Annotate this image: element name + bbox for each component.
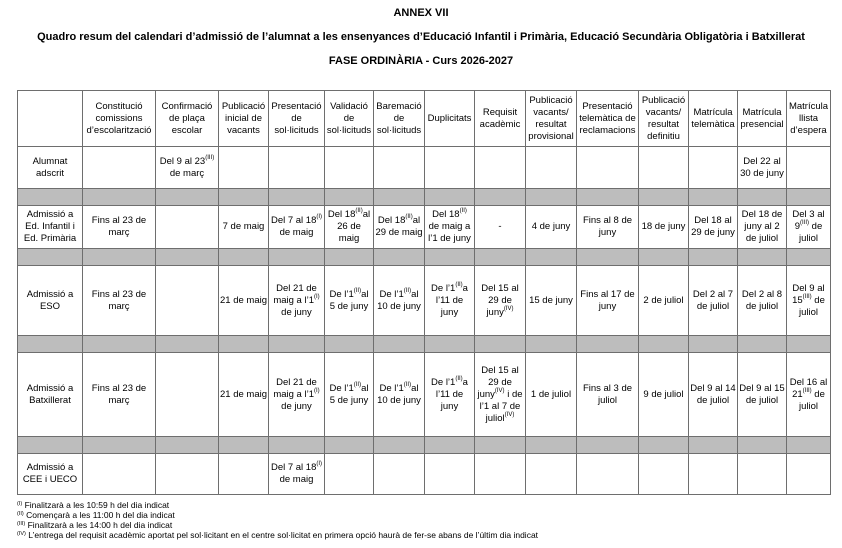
table-row <box>18 454 831 495</box>
table-cell <box>83 147 156 189</box>
cell-text: Fins al 23 de març <box>91 215 147 238</box>
table-cell <box>787 147 831 189</box>
cell-text: 18 de juny <box>641 221 686 232</box>
separator-cell <box>526 189 577 206</box>
table-cell <box>269 266 325 336</box>
cell-text-after: de maig <box>279 474 314 485</box>
cell-text-after: de juliol <box>798 388 825 412</box>
separator-cell <box>325 437 374 454</box>
cell-text-after: al 5 de juny <box>329 382 369 406</box>
table-cell <box>689 206 738 249</box>
cell-text-after: al 10 de juny <box>377 288 421 312</box>
table-cell <box>577 147 639 189</box>
table-cell <box>689 147 738 189</box>
footnote-item <box>17 530 538 540</box>
table-cell <box>475 353 526 437</box>
table-cell <box>219 147 269 189</box>
table-cell <box>639 266 689 336</box>
cell-text-after: i de l’1 al 7 de juliol <box>479 388 523 424</box>
separator-cell <box>219 437 269 454</box>
cell-text-after: a l’11 de juny <box>435 282 468 318</box>
separator-cell <box>18 437 83 454</box>
separator-cell <box>425 249 475 266</box>
table-cell <box>425 266 475 336</box>
column-header: Baremació de sol·licituds <box>374 91 425 147</box>
cell-text: Del 18 <box>432 209 460 220</box>
column-header: Presentació telemàtica de reclamacions <box>577 91 639 147</box>
table-cell <box>639 206 689 249</box>
separator-cell <box>577 336 639 353</box>
annex-title: ANNEX VII <box>393 7 449 19</box>
footnote-item <box>17 520 538 530</box>
column-header: Validació de sol·licituds <box>325 91 374 147</box>
table-cell <box>738 266 787 336</box>
footnote-ref: (II) <box>403 381 412 388</box>
cell-text: 21 de maig <box>220 388 268 400</box>
table-cell <box>269 454 325 495</box>
column-header: Presentació de sol·licituds <box>269 91 325 147</box>
cell-text: Del 9 al 14 de juliol <box>690 382 736 406</box>
footnote-mark: (III) <box>17 521 26 527</box>
cell-text: Del 15 al 29 de juny <box>481 282 519 318</box>
separator-cell <box>425 189 475 206</box>
table-cell <box>526 266 577 336</box>
separator-cell <box>577 249 639 266</box>
table-cell <box>787 266 831 336</box>
separator-cell <box>269 336 325 353</box>
table-cell <box>526 353 577 437</box>
separator-cell <box>787 437 831 454</box>
table-cell <box>83 353 156 437</box>
footnote-mark: (II) <box>17 511 24 517</box>
table-cell <box>577 353 639 437</box>
cell-text: Del 2 al 8 de juliol <box>741 288 783 312</box>
cell-text: Del 22 al 30 de juny <box>740 155 784 179</box>
footnote-ref: (I) <box>314 387 320 394</box>
table-row <box>18 206 831 249</box>
separator-cell <box>639 189 689 206</box>
table-cell <box>219 353 269 437</box>
column-header: Duplicitats <box>425 91 475 147</box>
separator-cell <box>325 249 374 266</box>
table-cell <box>374 454 425 495</box>
footnote-text: Finalitzarà a les 14:00 h del dia indicat <box>25 520 173 530</box>
table-cell <box>83 454 156 495</box>
separator-cell <box>475 249 526 266</box>
cell-text: Del 7 al 18 <box>270 462 317 473</box>
table-header-row <box>18 91 831 147</box>
separator-cell <box>689 437 738 454</box>
cell-text: De l’1 <box>431 282 456 294</box>
table-row <box>18 266 831 336</box>
separator-cell <box>83 437 156 454</box>
footnote-mark: (I) <box>17 501 23 507</box>
separator-cell <box>269 437 325 454</box>
table-cell <box>475 206 526 249</box>
table-cell <box>738 454 787 495</box>
separator-cell <box>526 336 577 353</box>
separator-cell <box>639 437 689 454</box>
cell-text: - <box>498 221 502 232</box>
cell-text: De l’1 <box>329 288 354 300</box>
table-cell <box>577 454 639 495</box>
separator-cell <box>156 189 219 206</box>
column-header: Publicació vacants/ resultat definitiu <box>639 91 689 147</box>
column-header: Publicació inicial de vacants <box>219 91 269 147</box>
cell-text-after: al 29 de maig <box>375 215 423 238</box>
cell-text-after: de març <box>169 167 205 179</box>
table-cell <box>526 147 577 189</box>
cell-text: Del 9 al 15 <box>792 282 825 306</box>
separator-cell <box>738 336 787 353</box>
footnote-ref: (III) <box>802 293 812 300</box>
separator-cell <box>219 336 269 353</box>
row-label: Admissió a Batxillerat <box>18 353 83 437</box>
separator-row <box>18 437 831 454</box>
cell-text: Del 16 al 21 <box>789 376 828 400</box>
table-row <box>18 147 831 189</box>
table-cell <box>425 454 475 495</box>
table-cell <box>374 266 425 336</box>
table-cell <box>526 454 577 495</box>
cell-text: Del 18 de juny al 2 de juliol <box>741 209 783 244</box>
separator-cell <box>689 249 738 266</box>
table-cell <box>689 353 738 437</box>
separator-cell <box>787 249 831 266</box>
table-cell <box>325 147 374 189</box>
cell-text: Del 9 al 23 <box>159 155 206 167</box>
cell-text: Fins al 23 de març <box>91 288 147 312</box>
phase-title: FASE ORDINÀRIA - Curs 2026-2027 <box>328 55 514 67</box>
separator-cell <box>18 336 83 353</box>
row-label: Admissió a ESO <box>18 266 83 336</box>
separator-cell <box>374 336 425 353</box>
table-cell <box>425 147 475 189</box>
table-cell <box>83 206 156 249</box>
footnote-ref: (II) <box>455 281 463 288</box>
separator-cell <box>374 249 425 266</box>
table-cell <box>269 353 325 437</box>
separator-cell <box>83 189 156 206</box>
separator-row <box>18 249 831 266</box>
separator-row <box>18 336 831 353</box>
column-header: Matrícula presencial <box>738 91 787 147</box>
footnotes <box>17 500 538 540</box>
footnote-text: L’entrega del requisit acadèmic aportat pel sol·licitant en el centre sol·licitat en primera opció haurà de fer-se abans de l’últim dia indicat <box>25 530 539 540</box>
separator-cell <box>738 249 787 266</box>
cell-text-after: de juliol <box>798 221 823 244</box>
cell-text: Fins al 3 de juliol <box>582 382 633 406</box>
footnote-ref: (II) <box>355 208 363 214</box>
cell-text: Fins al 8 de juny <box>582 215 633 238</box>
separator-cell <box>787 189 831 206</box>
table-cell <box>738 147 787 189</box>
separator-cell <box>156 437 219 454</box>
separator-cell <box>639 249 689 266</box>
admission-calendar-table <box>17 90 831 495</box>
separator-cell <box>689 189 738 206</box>
separator-cell <box>526 437 577 454</box>
cell-text: Del 21 de maig a l’1 <box>273 282 317 306</box>
cell-text: De l’1 <box>379 382 404 394</box>
table-cell <box>156 454 219 495</box>
separator-cell <box>787 336 831 353</box>
table-cell <box>269 147 325 189</box>
separator-cell <box>475 336 526 353</box>
separator-cell <box>374 189 425 206</box>
separator-cell <box>156 336 219 353</box>
cell-text: 9 de juliol <box>643 388 684 400</box>
footnote-ref: (I) <box>316 214 323 220</box>
table-cell <box>374 206 425 249</box>
table-cell <box>374 147 425 189</box>
column-header <box>18 91 83 147</box>
table-cell <box>738 206 787 249</box>
cell-text: Del 21 de maig a l’1 <box>273 376 317 400</box>
footnote-ref: (III) <box>800 220 810 226</box>
separator-cell <box>577 437 639 454</box>
footnote-ref: (III) <box>205 154 215 161</box>
cell-text: Del 18 al 29 de juny <box>691 215 735 238</box>
table-cell <box>689 454 738 495</box>
column-header: Confirmació de plaça escolar <box>156 91 219 147</box>
cell-text: De l’1 <box>431 376 456 388</box>
table-cell <box>325 353 374 437</box>
footnote-ref: (I) <box>316 461 323 467</box>
cell-text: 4 de juny <box>531 221 571 232</box>
separator-cell <box>526 249 577 266</box>
table-cell <box>425 206 475 249</box>
row-label: Admissió a Ed. Infantil i Ed. Primària <box>18 206 83 249</box>
table-cell <box>156 147 219 189</box>
footnote-ref: (II) <box>455 375 463 382</box>
table-cell <box>269 206 325 249</box>
footnote-ref: (III) <box>802 387 812 394</box>
column-header: Constitució comissions d’escolarització <box>83 91 156 147</box>
cell-text-after: al 5 de juny <box>329 288 369 312</box>
table-cell <box>475 454 526 495</box>
table-cell <box>156 206 219 249</box>
table-cell <box>475 147 526 189</box>
cell-text-after: de juliol <box>798 294 825 318</box>
table-cell <box>219 454 269 495</box>
footnote-ref: (II) <box>459 208 467 214</box>
cell-text: Fins al 17 de juny <box>580 288 635 312</box>
cell-text: Del 2 al 7 de juliol <box>692 288 734 312</box>
footnote-ref: (II) <box>353 381 362 388</box>
cell-text: Del 9 al 15 de juliol <box>739 382 785 406</box>
separator-cell <box>269 249 325 266</box>
cell-text: Del 7 al 18 <box>270 215 317 226</box>
footnote-ref: (II) <box>353 287 362 294</box>
cell-text-after: de juny <box>281 306 312 318</box>
footnote-ref: (II) <box>405 214 413 220</box>
separator-cell <box>18 189 83 206</box>
separator-cell <box>219 189 269 206</box>
footnote-text: Finalitzarà a les 10:59 h del dia indicat <box>22 500 170 510</box>
separator-cell <box>577 189 639 206</box>
table-cell <box>577 206 639 249</box>
footnote-ref: (IV) <box>503 305 514 312</box>
separator-cell <box>425 437 475 454</box>
table-cell <box>526 206 577 249</box>
separator-cell <box>425 336 475 353</box>
cell-text: 2 de juliol <box>643 294 684 306</box>
cell-text: 21 de maig <box>220 294 268 306</box>
table-cell <box>689 266 738 336</box>
table-cell <box>639 147 689 189</box>
table-cell <box>83 266 156 336</box>
footnote-ref: (I) <box>314 293 320 300</box>
cell-text: Del 18 <box>377 215 406 226</box>
footnote-ref: (II) <box>403 287 412 294</box>
table-cell <box>577 266 639 336</box>
cell-text: 15 de juny <box>529 294 573 306</box>
separator-cell <box>738 437 787 454</box>
cell-text: Del 3 al 9 <box>792 209 825 232</box>
separator-cell <box>269 189 325 206</box>
cell-text: 7 de maig <box>222 221 265 232</box>
separator-cell <box>639 336 689 353</box>
table-cell <box>639 454 689 495</box>
cell-text: Del 18 <box>327 209 356 220</box>
cell-text-after: a l’11 de juny <box>435 376 468 412</box>
table-cell <box>219 206 269 249</box>
separator-cell <box>156 249 219 266</box>
column-header: Requisit acadèmic <box>475 91 526 147</box>
separator-cell <box>18 249 83 266</box>
cell-text: Del 15 al 29 de juny <box>477 364 519 400</box>
footnote-text: Començarà a les 11:00 h del dia indicat <box>23 510 175 520</box>
table-cell <box>787 353 831 437</box>
separator-cell <box>83 336 156 353</box>
table-cell <box>787 454 831 495</box>
cell-text: De l’1 <box>329 382 354 394</box>
column-header: Matrícula llista d’espera <box>787 91 831 147</box>
table-cell <box>787 206 831 249</box>
table-cell <box>325 454 374 495</box>
footnote-mark: (IV) <box>17 531 26 537</box>
cell-text-after: al 10 de juny <box>377 382 421 406</box>
separator-cell <box>475 189 526 206</box>
table-cell <box>156 266 219 336</box>
separator-cell <box>325 189 374 206</box>
separator-row <box>18 189 831 206</box>
separator-cell <box>83 249 156 266</box>
table-cell <box>156 353 219 437</box>
table-cell <box>639 353 689 437</box>
table-cell <box>738 353 787 437</box>
table-cell <box>374 353 425 437</box>
column-header: Publicació vacants/ resultat provisional <box>526 91 577 147</box>
footnote-ref: (IV) <box>494 387 505 394</box>
table-row <box>18 353 831 437</box>
cell-text: 1 de juliol <box>530 388 572 400</box>
row-label: Alumnat adscrit <box>18 147 83 189</box>
row-label: Admissió a CEE i UECO <box>18 454 83 495</box>
separator-cell <box>374 437 425 454</box>
cell-text-after: de maig <box>279 227 314 238</box>
footnote-ref: (IV) <box>504 411 515 418</box>
separator-cell <box>475 437 526 454</box>
separator-cell <box>738 189 787 206</box>
separator-cell <box>219 249 269 266</box>
cell-text-after: al 26 de maig <box>337 209 371 244</box>
table-cell <box>219 266 269 336</box>
table-cell <box>325 266 374 336</box>
cell-text-after: de juny <box>281 400 312 412</box>
cell-text-after: de maig a l’1 de juny <box>428 221 471 244</box>
footnote-item <box>17 510 538 520</box>
cell-text: De l’1 <box>379 288 404 300</box>
footnote-item <box>17 500 538 510</box>
separator-cell <box>325 336 374 353</box>
table-cell <box>475 266 526 336</box>
separator-cell <box>689 336 738 353</box>
table-cell <box>325 206 374 249</box>
cell-text: Fins al 23 de març <box>91 382 147 406</box>
document-subtitle: Quadro resum del calendari d’admissió de l’alumnat a les ensenyances d’Educació Infantil i Primària, Educació Secundària Obligatòria i Batxillerat <box>37 31 805 43</box>
column-header: Matrícula telemàtica <box>689 91 738 147</box>
table-cell <box>425 353 475 437</box>
